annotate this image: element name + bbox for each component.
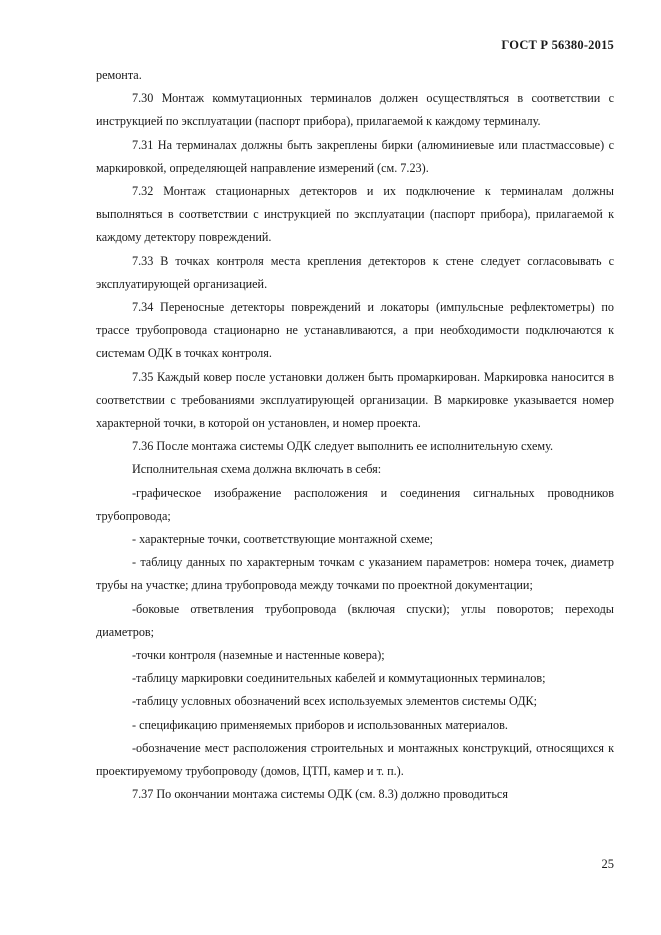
- document-code: ГОСТ Р 56380-2015: [501, 38, 614, 52]
- paragraph-continuation: ремонта.: [96, 68, 142, 82]
- paragraph-7-34: 7.34 Переносные детекторы повреждений и локаторы (импульсные рефлектометры) по трассе трубопровода стационарно не устанавливаются, а при необходимости подключаются к системам ОДК в точках контроля.: [96, 300, 614, 361]
- page-number: 25: [601, 857, 614, 871]
- list-item: -обозначение мест расположения строительных и монтажных конструкций, относящихся к проектируемому трубопроводу (домов, ЦТП, камер и т. п.).: [96, 740, 614, 779]
- list-item: - спецификацию применяемых приборов и использованных материалов.: [132, 717, 508, 732]
- paragraph-7-37: 7.37 По окончании монтажа системы ОДК (см. 8.3) должно проводиться: [132, 787, 508, 802]
- paragraph-7-36: 7.36 После монтажа системы ОДК следует выполнить ее исполнительную схему.: [132, 439, 554, 454]
- paragraph-7-35: 7.35 Каждый ковер после установки должен быть промаркирован. Маркировка наносится в соответствии с требованиями эксплуатирующей организации. В маркировке указывается номер характерной точки, в которой он установлен, и номер проекта.: [96, 369, 614, 431]
- list-intro: Исполнительная схема должна включать в себя:: [132, 462, 382, 477]
- list-item: - характерные точки, соответствующие монтажной схеме;: [132, 532, 434, 547]
- paragraph-7-31: 7.31 На терминалах должны быть закреплены бирки (алюминиевые или пластмассовые) с маркировкой, определяющей направление измерений (см. 7.23).: [96, 137, 614, 175]
- list-item: -таблицу маркировки соединительных кабелей и коммутационных терминалов;: [132, 671, 546, 686]
- paragraph-7-30: 7.30 Монтаж коммутационных терминалов должен осуществляться в соответствии с инструкцией по эксплуатации (паспорт прибора), прилагаемой к каждому терминалу.: [96, 91, 614, 129]
- list-item: -графическое изображение расположения и соединения сигнальных проводников трубопровода;: [96, 485, 614, 523]
- document-body: [96, 64, 614, 807]
- list-item: - таблицу данных по характерным точкам с указанием параметров: номера точек, диаметр трубы на участке; длина трубопровода между точками по проектной документации;: [96, 555, 614, 593]
- list-item: -таблицу условных обозначений всех используемых элементов системы ОДК;: [132, 694, 538, 709]
- paragraph-7-33: 7.33 В точках контроля места крепления детекторов к стене следует согласовывать с эксплуатирующей организацией.: [96, 253, 614, 291]
- list-item: -точки контроля (наземные и настенные ковера);: [132, 648, 385, 663]
- paragraph-7-32: 7.32 Монтаж стационарных детекторов и их подключение к терминалам должны выполняться в соответствии с инструкцией по эксплуатации (паспорт прибора), прилагаемой к каждому детектору повреждений.: [96, 184, 614, 245]
- list-item: -боковые ответвления трубопровода (включая спуски); углы поворотов; переходы диаметров;: [96, 601, 614, 639]
